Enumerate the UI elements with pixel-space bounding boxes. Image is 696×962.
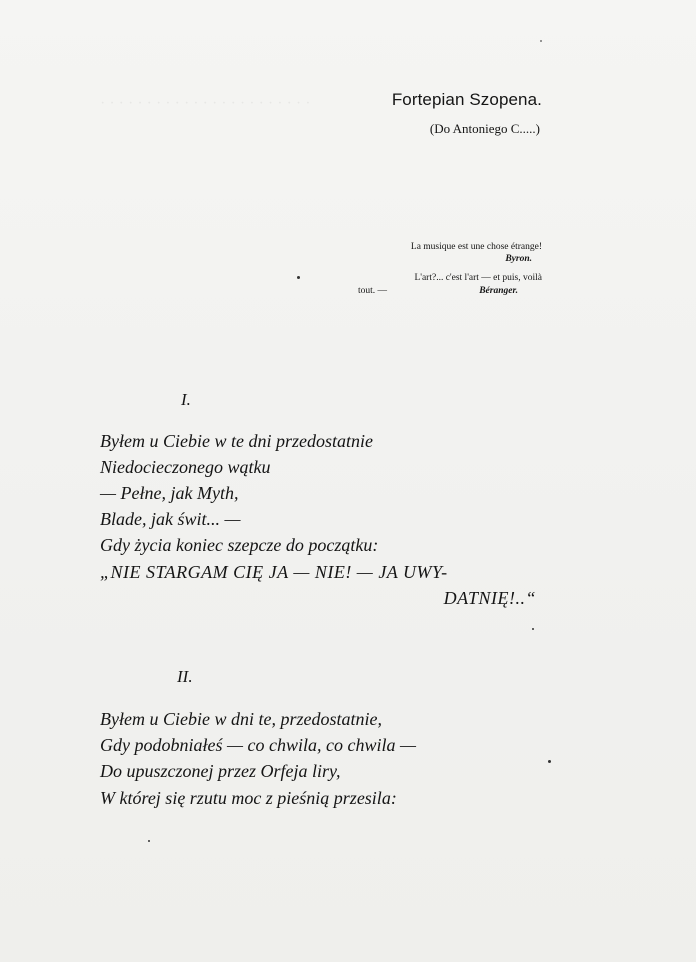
ink-speck: [148, 840, 150, 842]
verse-line: Blade, jak świt... —: [100, 509, 241, 529]
verse-line: Byłem u Ciebie w te dni przedostatnie: [100, 431, 373, 451]
poem-dedication: (Do Antoniego C.....): [429, 121, 540, 136]
ink-speck: [532, 628, 534, 630]
epigraph-2-source: Béranger.: [479, 286, 518, 296]
verse-line: „NIE STARGAM CIĘ JA — NIE! — JA UWY-: [100, 562, 448, 582]
ink-speck: [297, 276, 300, 279]
verse-line: Do upuszczonej przez Orfeja liry,: [100, 761, 341, 781]
verse-line: Gdy życia koniec szepcze do początku:: [100, 535, 379, 555]
verse-line: Byłem u Ciebie w dni te, przedostatnie,: [100, 709, 382, 729]
ink-speck: [548, 760, 551, 763]
section-2-numeral: II.: [177, 667, 193, 686]
bleed-through: · · · · · · · · · · · · · · · · · · · · · · ·: [100, 95, 311, 112]
verse-line: DATNIĘ!..“: [443, 588, 536, 608]
verse-line: Gdy podobniałeś — co chwila, co chwila —: [100, 735, 416, 755]
epigraph-2-text: L'art?... c'est l'art — et puis, voilà: [414, 273, 542, 283]
verse-line: Niedocieczonego wątku: [100, 457, 271, 477]
poem-title: Fortepian Szopena.: [391, 90, 542, 109]
epigraph-1-text: La musique est une chose étrange!: [410, 242, 542, 252]
epigraph-1-source: Byron.: [505, 254, 532, 264]
ink-speck: [540, 40, 542, 42]
verse-line: — Pełne, jak Myth,: [100, 483, 239, 503]
epigraph-2-text-continued: tout. —: [358, 286, 388, 296]
verse-line: W której się rzutu moc z pieśnią przesila:: [100, 788, 397, 808]
section-1-numeral: I.: [181, 390, 191, 409]
